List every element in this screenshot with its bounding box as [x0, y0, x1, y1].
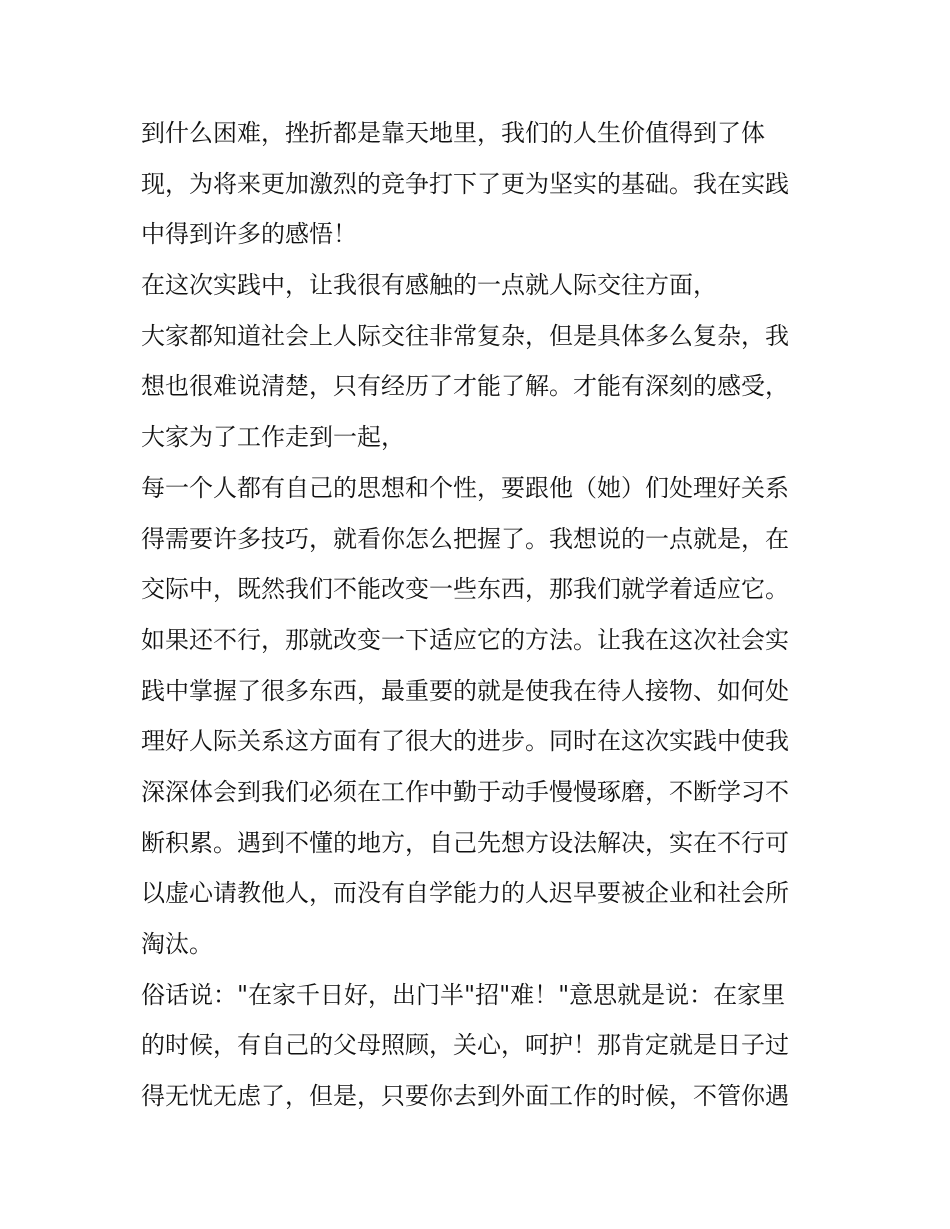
text-line: 以虚心请教他人，而没有自学能力的人迟早要被企业和社会所: [141, 879, 789, 908]
text-line: 的时候，有自己的父母照顾，关心，呵护！那肯定就是日子过: [141, 1031, 789, 1060]
text-line: 到什么困难，挫折都是靠天地里，我们的人生价值得到了体: [141, 119, 765, 147]
text-line: 在这次实践中，让我很有感触的一点就人际交往方面，: [141, 271, 717, 300]
text-line: 想也很难说清楚，只有经历了才能了解。才能有深刻的感受，: [141, 372, 789, 401]
text-line: 断积累。遇到不懂的地方，自己先想方设法解决，实在不行可: [141, 828, 789, 857]
text-line: 现，为将来更加激烈的竞争打下了更为坚实的基础。我在实践: [141, 169, 789, 198]
text-line: 交际中，既然我们不能改变一些东西，那我们就学着适应它。: [141, 575, 789, 604]
text-line: 大家为了工作走到一起，: [141, 423, 405, 452]
text-line: 中得到许多的感悟！: [141, 220, 357, 249]
body-text: [141, 108, 813, 1122]
text-line: 俗话说："在家千日好，出门半"招"难！"意思就是说：在家里: [141, 980, 786, 1009]
text-line: 深深体会到我们必须在工作中勤于动手慢慢琢磨，不断学习不: [141, 777, 789, 806]
text-line: 得需要许多技巧，就看你怎么把握了。我想说的一点就是，在: [141, 524, 789, 553]
text-line: 践中掌握了很多东西，最重要的就是使我在待人接物、如何处: [141, 676, 789, 705]
text-line: 大家都知道社会上人际交往非常复杂，但是具体多么复杂，我: [141, 321, 789, 350]
text-line: 每一个人都有自己的思想和个性，要跟他（她）们处理好关系: [141, 473, 789, 502]
text-line: 得无忧无虑了，但是，只要你去到外面工作的时候，不管你遇: [141, 1082, 789, 1111]
text-line: 淘汰。: [141, 930, 213, 958]
text-line: 理好人际关系这方面有了很大的进步。同时在这次实践中使我: [141, 727, 789, 756]
text-line: 如果还不行，那就改变一下适应它的方法。让我在这次社会实: [141, 625, 789, 654]
